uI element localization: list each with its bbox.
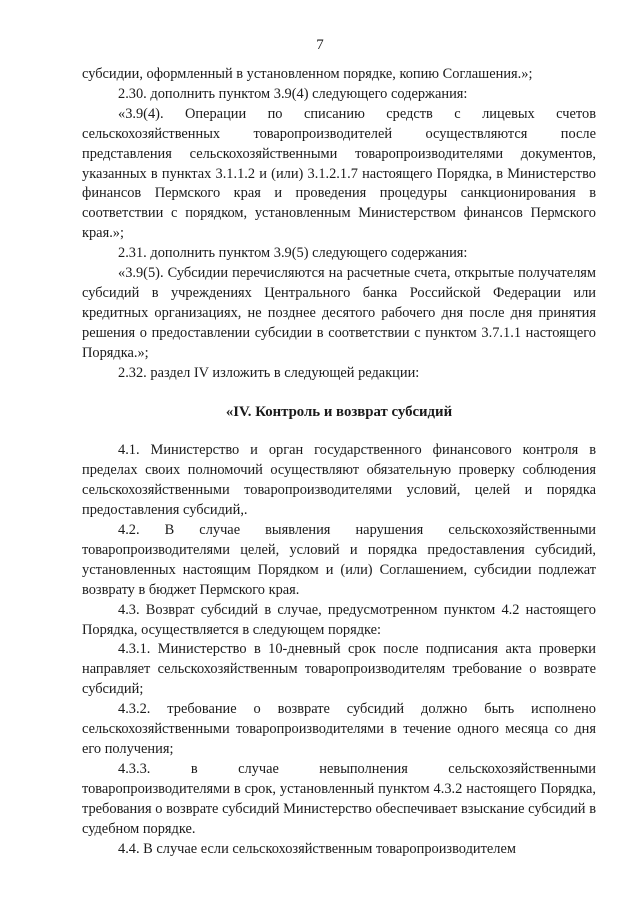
paragraph-3-9-4: «3.9(4). Операции по списанию средств с лицевых счетов сельскохозяйственных товаропроизводителей осуществляются после представления сельскохозяйственными товаропроизводителями документов, указанных в пунктах 3.1.1.2 и (или) 3.1.2.1.7 настоящего Порядка, в Министерство финансов Пермского края и проведения процедуры санкционирования в соответствии с порядком, установленным Министерством финансов Пермского края.»; xyxy=(82,105,596,242)
paragraph-4-3-3: 4.3.3. в случае невыполнения сельскохозяйственными товаропроизводителями в срок, установленный пунктом 4.3.2 настоящего Порядка, требования о возврате субсидий Министерство обеспечивает взыскание субсидий в судебном порядке. xyxy=(82,760,596,837)
paragraph-4-3-1: 4.3.1. Министерство в 10-дневный срок после подписания акта проверки направляет сельскохозяйственным товаропроизводителям требование о возврате субсидий; xyxy=(82,641,596,698)
paragraph-continuation: субсидии, оформленный в установленном порядке, копию Соглашения.»; xyxy=(82,66,533,82)
paragraph-2-30: 2.30. дополнить пунктом 3.9(4) следующего содержания: xyxy=(118,85,468,102)
paragraph-4-2: 4.2. В случае выявления нарушения сельскохозяйственными товаропроизводителями целей, условий и порядка предоставления субсидий, установленных настоящим Порядком и (или) Соглашением, субсидии подлежат возврату в бюджет Пермского края. xyxy=(82,522,596,598)
paragraph-2-31: 2.31. дополнить пунктом 3.9(5) следующего содержания: xyxy=(118,245,468,262)
paragraph-3-9-5: «3.9(5). Субсидии перечисляются на расчетные счета, открытые получателям субсидий в учреждениях Центрального банка Российской Федерации или кредитных организациях, не позднее десятого рабочего дня после дня принятия решения о предоставлении субсидии в соответствии с пунктом 3.7.1.1 настоящего Порядка.»; xyxy=(82,265,596,361)
paragraph-2-32: 2.32. раздел IV изложить в следующей редакции: xyxy=(118,364,420,381)
section-heading: «IV. Контроль и возврат субсидий xyxy=(225,403,453,420)
paragraph-4-3-2: 4.3.2. требование о возврате субсидий должно быть исполнено сельскохозяйственными товаропроизводителями в течение одного месяца со дня его получения; xyxy=(82,701,596,757)
paragraph-4-3: 4.3. Возврат субсидий в случае, предусмотренном пунктом 4.2 настоящего Порядка, осуществляется в следующем порядке: xyxy=(82,601,596,638)
document-body xyxy=(82,65,596,859)
page-number: 7 xyxy=(316,37,324,53)
paragraph-4-4: 4.4. В случае если сельскохозяйственным товаропроизводителем xyxy=(118,840,516,857)
paragraph-4-1: 4.1. Министерство и орган государственного финансового контроля в пределах своих полномочий осуществляют обязательную проверку соблюдения сельскохозяйственными товаропроизводителями условий, целей и порядка предоставления субсидий,. xyxy=(82,442,596,519)
